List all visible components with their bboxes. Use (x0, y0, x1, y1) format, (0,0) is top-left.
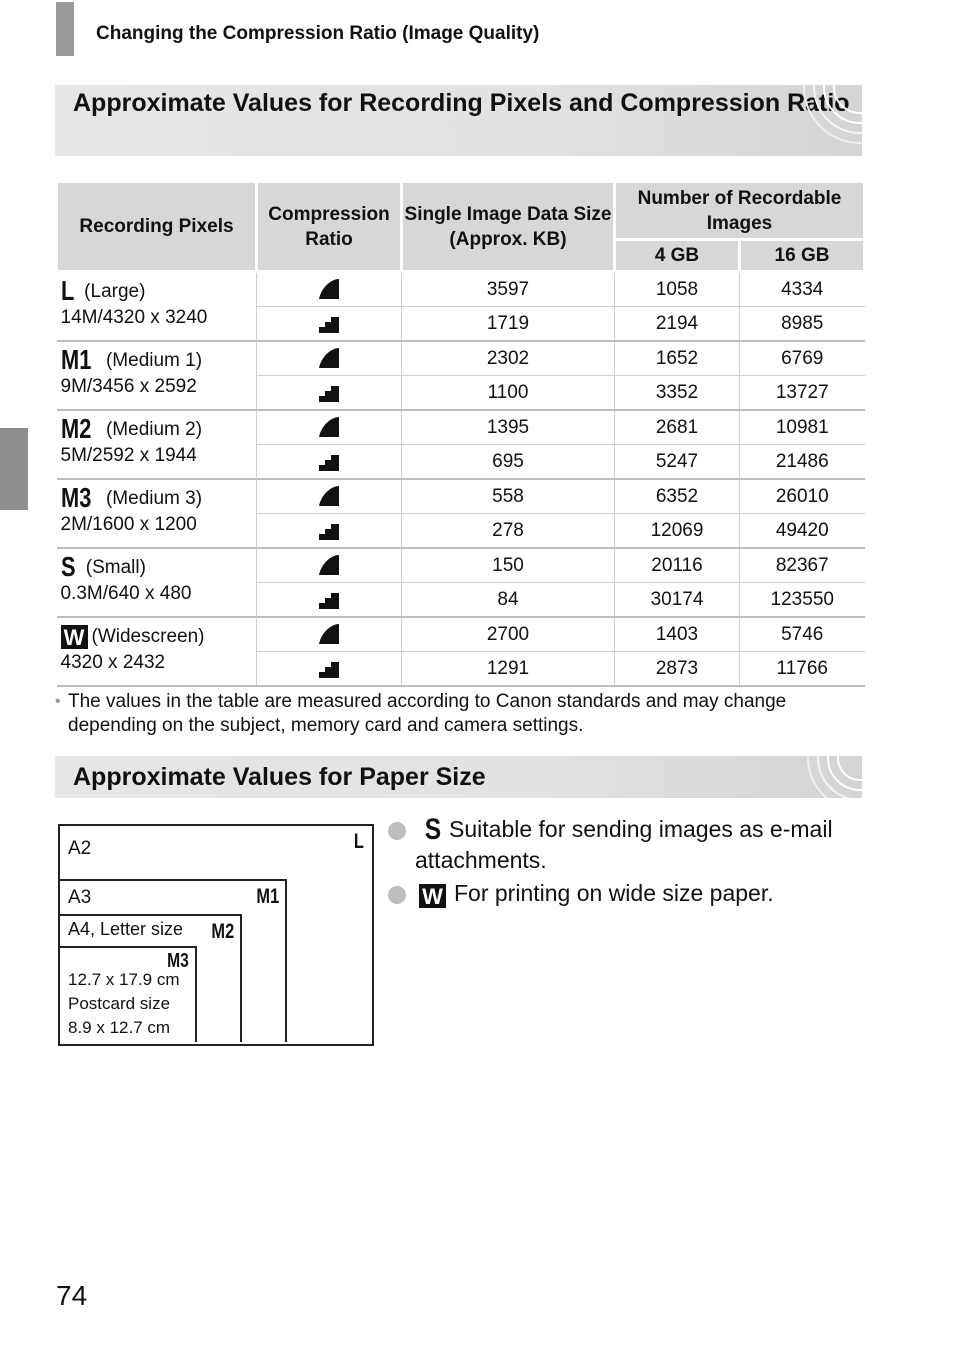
mode-name: (Medium 1) (105, 350, 203, 371)
table-row (57, 272, 865, 307)
quality-fine-icon (317, 279, 341, 300)
compression-cell (257, 307, 402, 342)
table-row (57, 410, 865, 445)
bullet-small (388, 814, 868, 876)
count-4gb-cell: 2873 (615, 652, 740, 687)
banner-swirl-icon (798, 756, 862, 798)
note-text: The values in the table are measured according to Canon standards and may change depending on the subject, memory card and camera settings. (68, 691, 787, 736)
compression-cell (257, 341, 402, 376)
size-m3-icon: M3 (60, 482, 91, 513)
mode-name: (Small) (85, 557, 146, 578)
header-16gb: 16 GB (740, 240, 865, 272)
count-16gb-cell: 4334 (740, 272, 865, 307)
data-size-cell: 558 (402, 479, 615, 514)
paper-a4-label: A4, Letter size (68, 919, 184, 939)
count-16gb-cell: 49420 (740, 514, 865, 549)
data-size-cell: 2302 (402, 341, 615, 376)
data-size-cell: 695 (402, 445, 615, 480)
resolution: 0.3M/640 x 480 (60, 583, 192, 604)
compression-cell (257, 617, 402, 652)
widescreen-icon: W (61, 625, 88, 649)
paper-a4 (60, 914, 242, 1042)
quality-normal-icon (317, 382, 341, 403)
count-16gb-cell: 5746 (740, 617, 865, 652)
widescreen-icon: W (419, 884, 446, 908)
compression-cell (257, 410, 402, 445)
size-m1-icon: M1 (256, 885, 279, 908)
header-recordable: Number of Recordable Images (615, 182, 865, 240)
count-4gb-cell: 2194 (615, 307, 740, 342)
size-m1-icon: M1 (60, 344, 91, 375)
section1-title: Approximate Values for Recording Pixels and Compression Ratio (73, 89, 850, 117)
recording-pixels-cell (57, 617, 257, 686)
count-4gb-cell: 1058 (615, 272, 740, 307)
count-16gb-cell: 21486 (740, 445, 865, 480)
header-compression-ratio: Compression Ratio (257, 182, 402, 272)
data-size-cell: 2700 (402, 617, 615, 652)
compression-cell (257, 479, 402, 514)
count-4gb-cell: 3352 (615, 376, 740, 411)
header-bar (56, 2, 74, 56)
size-m3-icon: M3 (167, 950, 189, 972)
quality-fine-icon (317, 624, 341, 645)
data-size-cell: 84 (402, 583, 615, 618)
recording-pixels-cell (57, 479, 257, 548)
table-row (57, 341, 865, 376)
bullet-wide (388, 878, 868, 909)
table-note (55, 690, 878, 738)
paper-a3 (60, 879, 287, 1042)
mode-name: (Widescreen) (91, 626, 205, 647)
count-4gb-cell: 2681 (615, 410, 740, 445)
header-data-size: Single Image Data Size (Approx. KB) (402, 182, 615, 272)
count-4gb-cell: 5247 (615, 445, 740, 480)
count-4gb-cell: 1652 (615, 341, 740, 376)
quality-normal-icon (317, 313, 341, 334)
paper-postcard-label: Postcard size (68, 994, 171, 1013)
quality-fine-icon (317, 555, 341, 576)
resolution: 4320 x 2432 (60, 652, 166, 673)
bullet-dot-icon (388, 822, 406, 840)
quality-fine-icon (317, 486, 341, 507)
recording-pixels-cell (57, 410, 257, 479)
data-size-cell: 1100 (402, 376, 615, 411)
mode-name: (Large) (84, 281, 146, 302)
paper-size-notes (388, 814, 868, 911)
count-16gb-cell: 6769 (740, 341, 865, 376)
recording-pixels-table (55, 180, 866, 687)
data-size-cell: 150 (402, 548, 615, 583)
quality-normal-icon (317, 658, 341, 679)
count-4gb-cell: 1403 (615, 617, 740, 652)
size-l-icon: L (60, 275, 74, 306)
size-m2-icon: M2 (60, 413, 91, 444)
count-16gb-cell: 82367 (740, 548, 865, 583)
compression-cell (257, 583, 402, 618)
quality-normal-icon (317, 520, 341, 541)
resolution: 5M/2592 x 1944 (60, 445, 197, 466)
header-recording-pixels: Recording Pixels (57, 182, 257, 272)
page-number: 74 (56, 1280, 88, 1311)
bullet-dot-icon (388, 886, 406, 904)
section2-title: Approximate Values for Paper Size (73, 763, 486, 791)
side-tab (0, 428, 28, 510)
section1-banner (55, 85, 862, 156)
data-size-cell: 1395 (402, 410, 615, 445)
size-l-icon: L (353, 830, 364, 853)
paper-a2-label: A2 (68, 838, 92, 859)
resolution: 14M/4320 x 3240 (60, 307, 208, 328)
count-16gb-cell: 10981 (740, 410, 865, 445)
section2-banner (55, 756, 862, 798)
size-m2-icon: M2 (211, 920, 234, 943)
quality-normal-icon (317, 589, 341, 610)
count-4gb-cell: 12069 (615, 514, 740, 549)
resolution: 9M/3456 x 2592 (60, 376, 197, 397)
count-16gb-cell: 11766 (740, 652, 865, 687)
bullet-wide-text: For printing on wide size paper. (454, 880, 774, 906)
paper-postcard-size2: 8.9 x 12.7 cm (68, 1018, 171, 1037)
paper-postcard (60, 946, 197, 1042)
table-row (57, 548, 865, 583)
count-4gb-cell: 20116 (615, 548, 740, 583)
count-16gb-cell: 13727 (740, 376, 865, 411)
compression-cell (257, 548, 402, 583)
count-4gb-cell: 30174 (615, 583, 740, 618)
quality-fine-icon (317, 417, 341, 438)
table-row (57, 479, 865, 514)
data-size-cell: 1719 (402, 307, 615, 342)
table-row (57, 617, 865, 652)
data-size-cell: 278 (402, 514, 615, 549)
compression-cell (257, 445, 402, 480)
note-bullet-icon: • (55, 693, 61, 710)
paper-postcard-size1: 12.7 x 17.9 cm (68, 970, 180, 989)
count-16gb-cell: 26010 (740, 479, 865, 514)
recording-pixels-cell (57, 341, 257, 410)
size-s-icon: S (424, 813, 442, 846)
count-4gb-cell: 6352 (615, 479, 740, 514)
quality-fine-icon (317, 348, 341, 369)
data-size-cell: 3597 (402, 272, 615, 307)
count-16gb-cell: 123550 (740, 583, 865, 618)
compression-cell (257, 514, 402, 549)
compression-cell (257, 376, 402, 411)
data-size-cell: 1291 (402, 652, 615, 687)
paper-size-diagram (58, 824, 374, 1046)
count-16gb-cell: 8985 (740, 307, 865, 342)
banner-swirl-icon (798, 85, 862, 156)
header-4gb: 4 GB (615, 240, 740, 272)
paper-a3-label: A3 (68, 887, 92, 908)
compression-cell (257, 652, 402, 687)
recording-pixels-cell (57, 548, 257, 617)
mode-name: (Medium 3) (105, 488, 203, 509)
compression-cell (257, 272, 402, 307)
mode-name: (Medium 2) (105, 419, 203, 440)
running-head: Changing the Compression Ratio (Image Quality) (96, 23, 540, 44)
quality-normal-icon (317, 451, 341, 472)
bullet-small-text: Suitable for sending images as e-mail attachments. (415, 816, 833, 873)
resolution: 2M/1600 x 1200 (60, 514, 197, 535)
recording-pixels-cell (57, 272, 257, 342)
size-s-icon: S (60, 551, 76, 582)
